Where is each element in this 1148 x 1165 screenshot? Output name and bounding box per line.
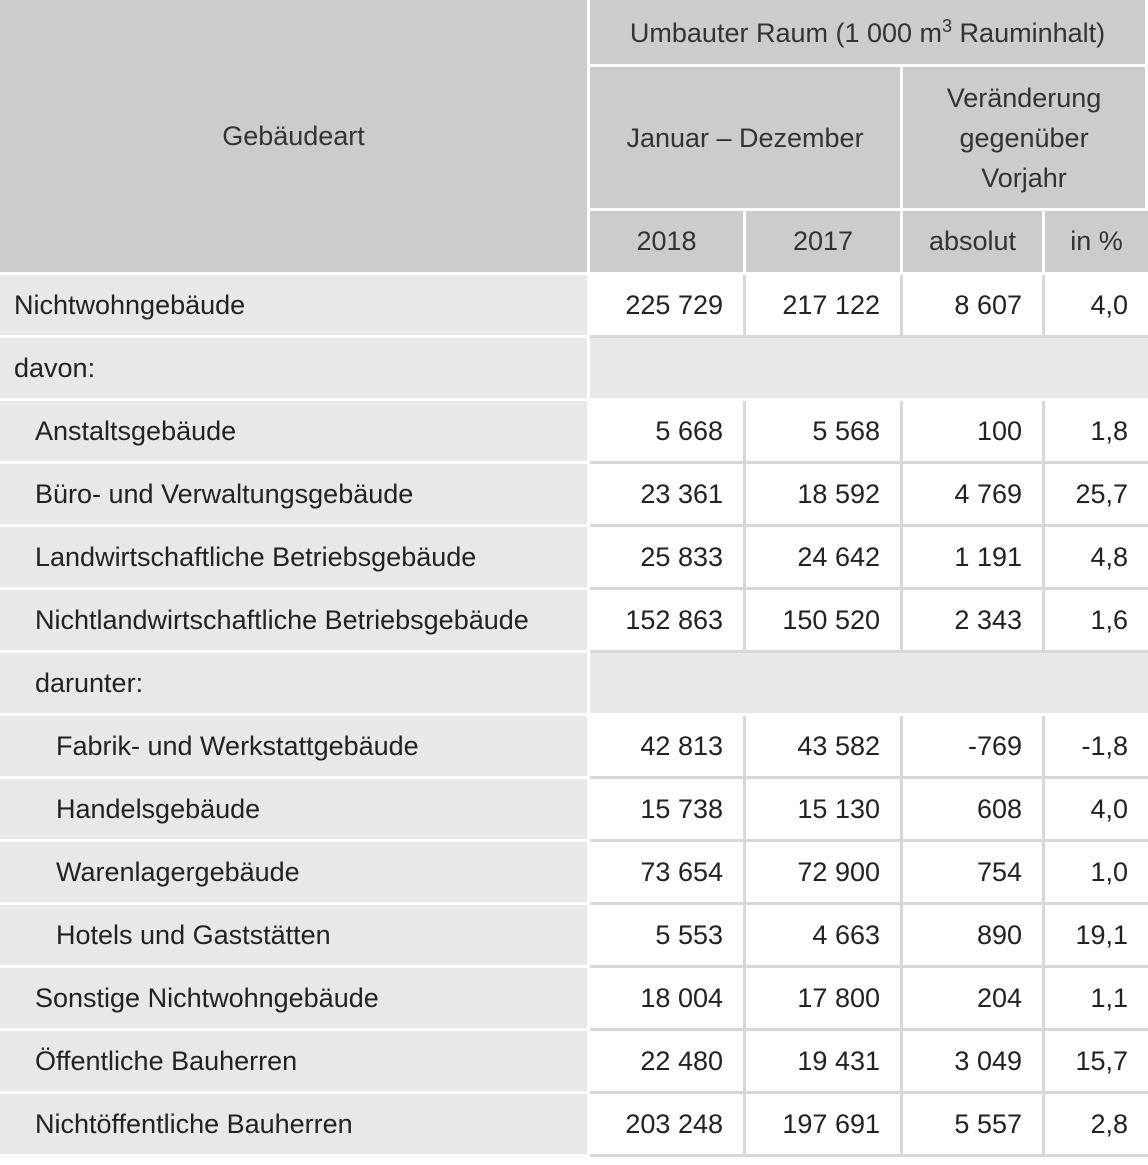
value-2017: 19 431 [746, 1031, 903, 1094]
value-2018: 23 361 [590, 464, 746, 527]
value-2018: 5 553 [590, 905, 746, 968]
period-header: Januar – Dezember [590, 67, 903, 211]
col-header-2017: 2017 [746, 211, 903, 275]
row-label-header: Gebäudeart [0, 0, 590, 275]
row-label: Landwirtschaftliche Betriebsgebäude [0, 527, 590, 590]
value-2018: 203 248 [590, 1094, 746, 1157]
value-2017: 72 900 [746, 842, 903, 905]
value-2017: 43 582 [746, 716, 903, 779]
table-row [0, 1094, 1148, 1157]
table-row [0, 464, 1148, 527]
value-2018: 22 480 [590, 1031, 746, 1094]
subheading-fill [590, 338, 1148, 401]
value-2017: 5 568 [746, 401, 903, 464]
subheading-fill [590, 653, 1148, 716]
value-absolute: 754 [903, 842, 1045, 905]
table-row [0, 527, 1148, 590]
table-row [0, 905, 1148, 968]
value-absolute: 3 049 [903, 1031, 1045, 1094]
value-absolute: 2 343 [903, 590, 1045, 653]
value-absolute: 608 [903, 779, 1045, 842]
row-label: Nichtwohngebäude [0, 275, 590, 338]
table-row [0, 1031, 1148, 1094]
value-2017: 217 122 [746, 275, 903, 338]
value-absolute: 5 557 [903, 1094, 1045, 1157]
value-absolute: 1 191 [903, 527, 1045, 590]
value-percent: 1,8 [1045, 401, 1148, 464]
value-percent: 1,0 [1045, 842, 1148, 905]
row-label: Nichtlandwirtschaftliche Betriebsgebäude [0, 590, 590, 653]
value-2017: 17 800 [746, 968, 903, 1031]
table-row-subheading [0, 338, 1148, 401]
value-percent: 15,7 [1045, 1031, 1148, 1094]
value-2018: 5 668 [590, 401, 746, 464]
value-2017: 24 642 [746, 527, 903, 590]
value-percent: 4,0 [1045, 275, 1148, 338]
value-percent: -1,8 [1045, 716, 1148, 779]
value-2018: 15 738 [590, 779, 746, 842]
table-row [0, 779, 1148, 842]
value-percent: 1,1 [1045, 968, 1148, 1031]
row-label: davon: [0, 338, 590, 401]
value-2018: 73 654 [590, 842, 746, 905]
value-percent: 2,8 [1045, 1094, 1148, 1157]
table-row [0, 590, 1148, 653]
value-2018: 225 729 [590, 275, 746, 338]
row-label: Anstaltsgebäude [0, 401, 590, 464]
change-header: Veränderung gegenüber Vorjahr [903, 67, 1148, 211]
value-percent: 4,0 [1045, 779, 1148, 842]
table-row [0, 716, 1148, 779]
table-row [0, 842, 1148, 905]
row-label: Büro- und Verwaltungsgebäude [0, 464, 590, 527]
table-row-subheading [0, 653, 1148, 716]
col-header-absolute: absolut [903, 211, 1045, 275]
value-absolute: 8 607 [903, 275, 1045, 338]
col-header-percent: in % [1045, 211, 1148, 275]
value-absolute: -769 [903, 716, 1045, 779]
row-label: darunter: [0, 653, 590, 716]
value-2017: 4 663 [746, 905, 903, 968]
value-2018: 18 004 [590, 968, 746, 1031]
table-row [0, 275, 1148, 338]
value-2018: 25 833 [590, 527, 746, 590]
value-2018: 152 863 [590, 590, 746, 653]
value-percent: 25,7 [1045, 464, 1148, 527]
value-absolute: 4 769 [903, 464, 1045, 527]
table-row [0, 401, 1148, 464]
table-row [0, 968, 1148, 1031]
volume-group-header: Umbauter Raum (1 000 $m^3$ Rauminhalt) [590, 0, 1148, 67]
value-2018: 42 813 [590, 716, 746, 779]
value-percent: 19,1 [1045, 905, 1148, 968]
row-label: Fabrik- und Werkstattgebäude [0, 716, 590, 779]
value-2017: 18 592 [746, 464, 903, 527]
row-label: Handelsgebäude [0, 779, 590, 842]
col-header-2018: 2018 [590, 211, 746, 275]
value-2017: 150 520 [746, 590, 903, 653]
value-2017: 197 691 [746, 1094, 903, 1157]
value-percent: 1,6 [1045, 590, 1148, 653]
row-label: Nichtöffentliche Bauherren [0, 1094, 590, 1157]
value-absolute: 890 [903, 905, 1045, 968]
row-label: Warenlagergebäude [0, 842, 590, 905]
row-label: Hotels und Gaststätten [0, 905, 590, 968]
row-label: Öffentliche Bauherren [0, 1031, 590, 1094]
row-label: Sonstige Nichtwohngebäude [0, 968, 590, 1031]
value-2017: 15 130 [746, 779, 903, 842]
value-percent: 4,8 [1045, 527, 1148, 590]
value-absolute: 204 [903, 968, 1045, 1031]
value-absolute: 100 [903, 401, 1045, 464]
